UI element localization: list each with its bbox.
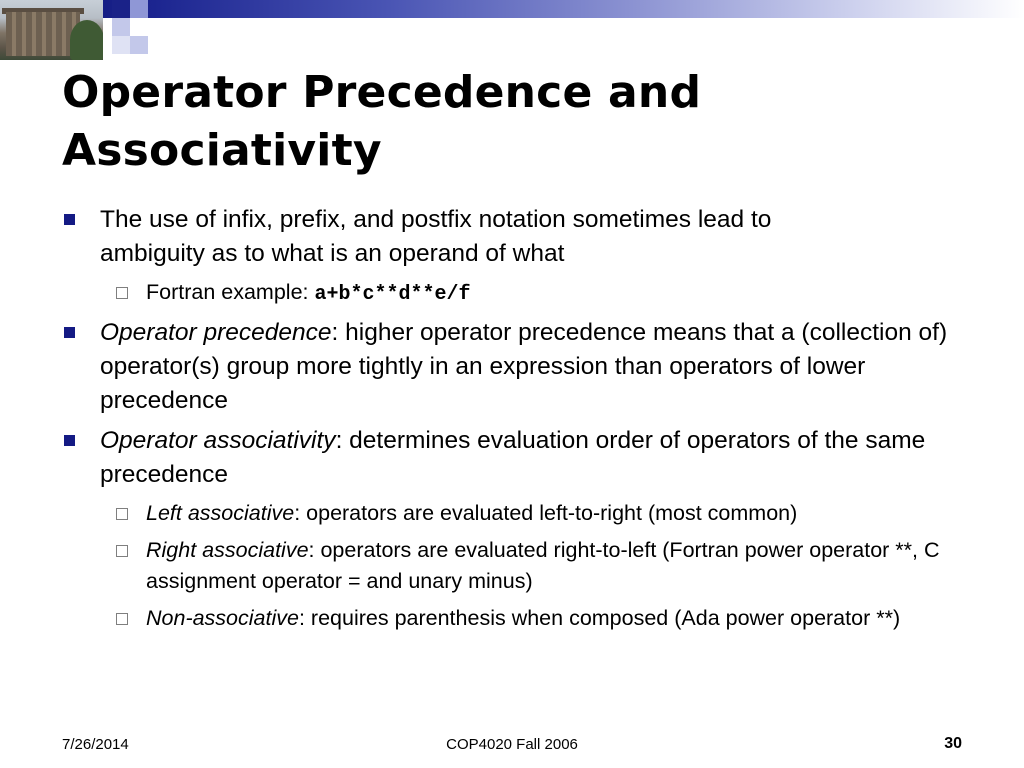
bullet-text: ambiguity as to what is an operand of what	[100, 240, 565, 267]
hollow-square-bullet-icon	[116, 508, 128, 520]
decor-square	[112, 36, 130, 54]
sub-bullet-text: : operators are evaluated left-to-right (most common)	[294, 501, 798, 525]
bullet-term: Operator precedence	[100, 319, 332, 346]
decor-square	[112, 18, 130, 36]
page-number: 30	[944, 735, 962, 752]
sub-bullet-text: : requires parenthesis when composed (Ada power operator **)	[298, 606, 901, 630]
footer-course: COP4020 Fall 2006	[446, 736, 578, 753]
sub-bullet-text: : operators are evaluated right-to-left (Fortran power operator **, C assignment operator = and unary minus)	[146, 538, 940, 593]
hollow-square-bullet-icon	[116, 545, 128, 557]
sub-bullet-term: Right associative	[146, 538, 309, 562]
header-band	[0, 0, 1024, 58]
title-line-2: Associativity	[62, 125, 382, 176]
decor-square	[112, 0, 130, 18]
square-bullet-icon	[64, 327, 75, 338]
bullet-text: : determines evaluation order of operators of the same precedence	[100, 427, 926, 488]
sub-bullet-text: Fortran example:	[146, 280, 315, 304]
decor-square	[130, 0, 148, 18]
slide-content	[62, 203, 962, 640]
square-bullet-icon	[64, 435, 75, 446]
sub-bullet-item	[62, 535, 962, 597]
footer-date: 7/26/2014	[62, 736, 129, 753]
hollow-square-bullet-icon	[116, 613, 128, 625]
title-line-1: Operator Precedence and	[62, 67, 702, 118]
sub-bullet-term: Non-associative	[146, 606, 299, 630]
building-photo	[0, 0, 103, 60]
bullet-item	[62, 424, 962, 492]
code-example: a+b*c**d**e/f	[314, 283, 471, 306]
bullet-term: Operator associativity	[100, 427, 336, 454]
bullet-item	[62, 316, 962, 418]
bullet-text: The use of infix, prefix, and postfix notation sometimes lead to	[100, 206, 772, 233]
sub-bullet-item	[62, 498, 962, 529]
sub-bullet-item	[62, 603, 962, 634]
square-bullet-icon	[64, 214, 75, 225]
slide-title	[62, 64, 962, 180]
sub-bullet-item	[62, 277, 962, 310]
sub-bullet-term: Left associative	[146, 501, 295, 525]
bullet-text: : higher operator precedence means that a (collection of) operator(s) group more tightly in an expression than operators of lower precedence	[100, 319, 948, 414]
decor-square	[130, 18, 148, 36]
decor-square	[130, 36, 148, 54]
hollow-square-bullet-icon	[116, 287, 128, 299]
bullet-item	[62, 203, 962, 271]
